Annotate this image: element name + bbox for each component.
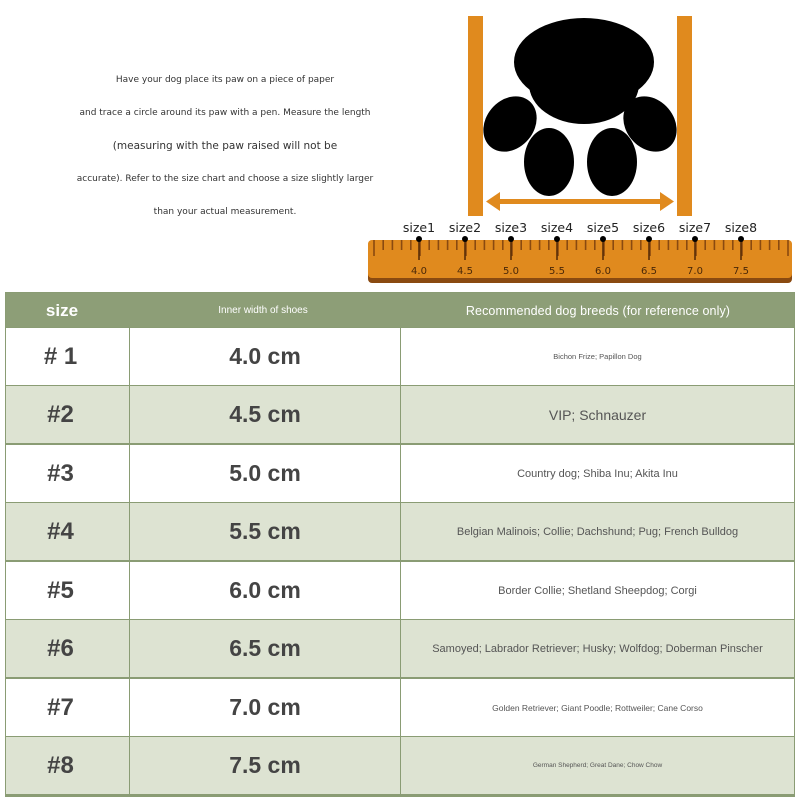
ruler-tick [622,240,624,250]
ruler-tick [447,240,449,250]
breeds-cell: Golden Retriever; Giant Poodle; Rottweiler; Cane Corso [401,679,794,736]
size-marker-dot [554,236,560,242]
ruler-tick [474,240,476,250]
ruler-tick [723,240,725,250]
size-marker-dot [646,236,652,242]
header-breeds: Recommended dog breeds (for reference only) [465,304,731,318]
paw-print-icon [472,18,687,196]
ruler-tick [548,240,550,250]
ruler-tick [686,240,688,250]
ruler-tick [631,240,633,250]
ruler-tick [373,240,375,256]
instruction-line: (measuring with the paw raised will not be [112,140,338,152]
ruler-tick [732,240,734,250]
size-table [5,292,795,797]
ruler-tick [658,240,660,250]
instruction-line: accurate). Refer to the size chart and choose a size slightly larger [76,174,374,184]
paw-illustration [460,10,700,220]
size-ruler [366,216,796,286]
table-row [6,328,794,385]
table-row [6,503,794,560]
breeds-cell: VIP; Schnauzer [401,386,794,443]
breeds-cell: Bichon Frize; Papillon Dog [401,328,794,385]
ruler-value-label: 4.5 [457,266,473,277]
ruler-value-label: 7.5 [733,266,749,277]
width-cell: 4.0 cm [130,328,400,385]
table-row [6,737,794,794]
size-marker-label: size1 [402,220,436,235]
width-cell: 5.5 cm [130,503,400,560]
ruler-tick [502,240,504,250]
left-measure-bar [468,16,483,216]
ruler-tick [640,240,642,250]
ruler-value-label: 7.0 [687,266,703,277]
size-cell: #2 [6,386,129,443]
ruler-tick [612,240,614,250]
ruler-value-label: 5.5 [549,266,565,277]
size-marker-dot [600,236,606,242]
table-row [6,562,794,619]
measurement-instructions [40,64,410,229]
ruler-value-label: 4.0 [411,266,427,277]
size-marker-label: size3 [494,220,528,235]
breeds-cell: German Shepherd; Great Dane; Chow Chow [401,737,794,794]
right-measure-bar [677,16,692,216]
size-marker-dot [692,236,698,242]
width-cell: 6.5 cm [130,620,400,677]
ruler-tick [438,240,440,250]
table-row [6,386,794,443]
size-marker-label: size5 [586,220,620,235]
size-marker-label: size4 [540,220,574,235]
ruler-tick [566,240,568,250]
ruler-tick [677,240,679,250]
size-cell: #8 [6,737,129,794]
width-cell: 6.0 cm [130,562,400,619]
ruler-value-label: 6.0 [595,266,611,277]
table-row [6,620,794,677]
ruler-tick [769,240,771,250]
width-cell: 7.5 cm [130,737,400,794]
ruler-tick [410,240,412,250]
size-marker-dot [738,236,744,242]
size-marker-dot [508,236,514,242]
ruler-tick [520,240,522,250]
table-row [6,679,794,736]
ruler-value-label: 6.5 [641,266,657,277]
ruler-tick [594,240,596,250]
size-marker-dot [416,236,422,242]
width-cell: 4.5 cm [130,386,400,443]
ruler-tick [392,240,394,250]
width-arrow [486,192,674,211]
ruler-tick [539,240,541,250]
ruler-tick [714,240,716,250]
ruler-tick [382,240,384,250]
instruction-line: than your actual measurement. [153,207,297,217]
ruler-tick [456,240,458,250]
ruler-tick [484,240,486,250]
ruler-tick [760,240,762,250]
instruction-line: and trace a circle around its paw with a pen. Measure the length [79,108,371,118]
breeds-cell: Samoyed; Labrador Retriever; Husky; Wolfdog; Doberman Pinscher [401,620,794,677]
ruler-value-label: 5.0 [503,266,519,277]
size-cell: #3 [6,445,129,502]
width-cell: 5.0 cm [130,445,400,502]
header-inner-width: Inner width of shoes [218,305,308,316]
size-cell: #5 [6,562,129,619]
ruler-tick [576,240,578,250]
width-cell: 7.0 cm [130,679,400,736]
ruler-tick [778,240,780,250]
breeds-cell: Country dog; Shiba Inu; Akita Inu [401,445,794,502]
size-cell: #6 [6,620,129,677]
ruler-tick [787,240,789,256]
breeds-cell: Border Collie; Shetland Sheepdog; Corgi [401,562,794,619]
size-cell: #4 [6,503,129,560]
ruler-body [368,240,792,278]
size-marker-dot [462,236,468,242]
instruction-line: Have your dog place its paw on a piece of paper [115,75,335,85]
ruler-tick [704,240,706,250]
table-row [6,445,794,502]
ruler-tick [585,240,587,250]
size-cell: # 1 [6,328,129,385]
size-marker-label: size8 [724,220,758,235]
size-marker-label: size2 [448,220,482,235]
size-marker-label: size6 [632,220,666,235]
breeds-cell: Belgian Malinois; Collie; Dachshund; Pug; French Bulldog [401,503,794,560]
ruler-tick [401,240,403,250]
size-marker-label: size7 [678,220,712,235]
ruler-tick [493,240,495,250]
ruler-tick [750,240,752,250]
ruler-tick [428,240,430,250]
ruler-tick [530,240,532,250]
ruler-tick [668,240,670,250]
table-header [6,293,794,327]
size-cell: #7 [6,679,129,736]
header-size: size [45,301,79,320]
